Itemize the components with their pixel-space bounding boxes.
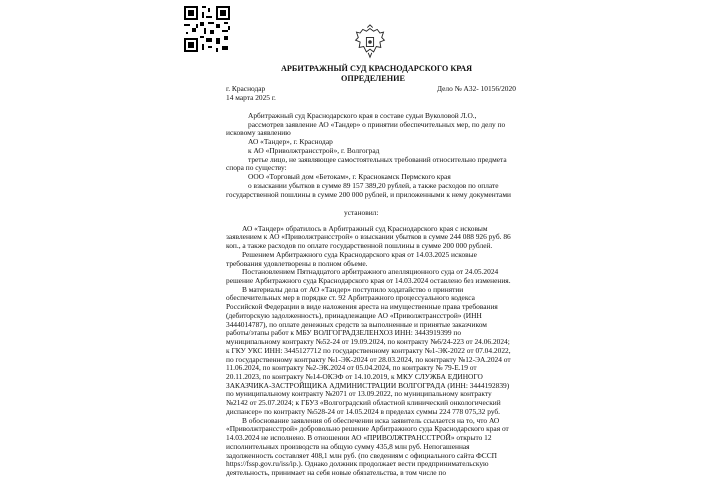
- section-title: установил:: [344, 208, 379, 217]
- body-line: муниципальному контракту №52-24 от 19.09.2024, по контракту №6/24-223 от 24.06.2024;: [226, 337, 510, 346]
- body-line: обеспечительных мер в порядке ст. 92 Арбитражного процессуального кодекса: [226, 293, 475, 302]
- court-name: АРБИТРАЖНЫЙ СУД КРАСНОДАРСКОГО КРАЯ: [281, 64, 473, 73]
- city: г. Краснодар: [226, 84, 266, 93]
- body-line: https://fssp.gov.ru/iss/ip.). Однако должник продолжает вести предпринимательскую: [226, 459, 489, 468]
- body-line: по муниципальному контракту №2071 от 13.09.2022, по муниципальному контракту: [226, 389, 492, 398]
- body-line: В обоснование заявления об обеспечении иска заявитель ссылается на то, что АО: [242, 416, 500, 425]
- body-line: диспансер» по контракту №528-24 от 14.05.2024 в пределах суммы 224 778 075,32 руб.: [226, 407, 501, 416]
- body-line: №2142 от 25.07.2024; к ГБУЗ «Волгоградский областной клинический онкологический: [226, 398, 501, 407]
- body-line: 3444014787), по оплате денежных средств за выполненные и принятые заказчиком: [226, 320, 487, 329]
- body-line: В материалы дела от АО «Тандер» поступило ходатайство о принятии: [242, 285, 464, 294]
- intro-line: исковому заявлению: [226, 128, 291, 137]
- body-line: задолженность составляет 408,1 млн руб. (по сведениям с официального сайта ФССП: [226, 451, 497, 460]
- body-line: решение Арбитражного суда Краснодарского края от 14.03.2024 оставлено без изменения.: [226, 276, 511, 285]
- body-line: работы/этапы работ к МБУ ВОЛГОГРАДЗЕЛЕНХОЗ ИНН: 3443919399 по: [226, 328, 462, 337]
- intro-line: государственной пошлины в сумме 200 000 рублей, и приложенными к нему документами: [226, 190, 511, 199]
- intro-line: АО «Тандер», г. Краснодар: [248, 137, 333, 146]
- case-number: Дело № А32- 10156/2020: [437, 84, 516, 93]
- body-line: «Приволжтрансстрой» добровольно решение Арбитражного суда Краснодарского края от: [226, 424, 509, 433]
- intro-line: ООО «Торговый дом «Бетокам», г. Краснокамск Пермского края: [248, 172, 451, 181]
- body-line: к ГКУ УКС ИНН: 3445127712 по государственному контракту №1-ЭК-2022 от 07.04.2022,: [226, 346, 511, 355]
- body-line: 20.11.2023, по контракту №14-ОКЭФ от 14.10.2019, к МКУ СЛУЖБА ЕДИНОГО: [226, 372, 483, 381]
- body-line: (дебиторскую задолженность), принадлежащие АО «Приволжтрансстрой» (ИНН: [226, 311, 482, 320]
- body-line: 14.03.2024 не исполнено. В отношении АО «ПРИВОЛЖТРАНССТРОЙ» открыто 12: [226, 433, 492, 442]
- body-line: 11.06.2024, по контракту №2-ЭК.2024 от 05.04.2024, по контракту № 79-Е.19 от: [226, 363, 477, 372]
- body-line: требования удовлетворены в полном объеме.: [226, 259, 368, 268]
- body-line: по государственному контракту №1-ЭК-2024 от 28.03.2024, по контракту №12-ЭА.2024 от: [226, 355, 511, 364]
- body-line: Российской Федерации в виде наложения ареста на имущественные права требования: [226, 302, 498, 311]
- body-line: исполнительных производств на общую сумму 435,8 млн руб. Непогашенная: [226, 442, 470, 451]
- intro-line: Арбитражный суд Краснодарского края в составе судьи Вуколовой Л.О.,: [248, 111, 477, 120]
- body-line: Решением Арбитражного суда Краснодарского края от 14.03.2025 исковые: [242, 250, 477, 259]
- intro-line: третье лицо, не заявляющее самостоятельных требований относительно предмета: [248, 155, 507, 164]
- intro-line: спора по существу:: [226, 163, 287, 172]
- body-line: ЗАКАЗЧИКА-ЗАСТРОЙЩИКА АДМИНИСТРАЦИИ ВОЛГОГРАДА (ИНН: 3444192839): [226, 381, 510, 390]
- body-line: АО «Тандер» обратилось в Арбитражный суд Краснодарского края с исковым: [242, 224, 488, 233]
- document-date: 14 марта 2025 г.: [226, 93, 276, 102]
- body-line: заявлением к АО «Приволжтрансстрой» о взыскании убытков в сумме 244 088 926 руб. 86: [226, 232, 511, 241]
- body-line: Постановлением Пятнадцатого арбитражного апелляционного суда от 24.05.2024: [242, 267, 499, 276]
- intro-line: рассмотрев заявление АО «Тандер» о принятии обеспечительных мер, по делу по: [248, 120, 506, 129]
- body-line: деятельность, принимает на себя новые обязательства, в том числе по: [226, 468, 447, 477]
- body-line: коп., а также расходов по оплате государственной пошлины в сумме 200 000 рублей.: [226, 241, 493, 250]
- intro-line: к АО «Приволжтрансстрой», г. Волгоград: [248, 146, 380, 155]
- intro-line: о взыскании убытков в сумме 89 157 389,20 рублей, а также расходов по оплате: [248, 181, 499, 190]
- document-title: ОПРЕДЕЛЕНИЕ: [341, 74, 405, 83]
